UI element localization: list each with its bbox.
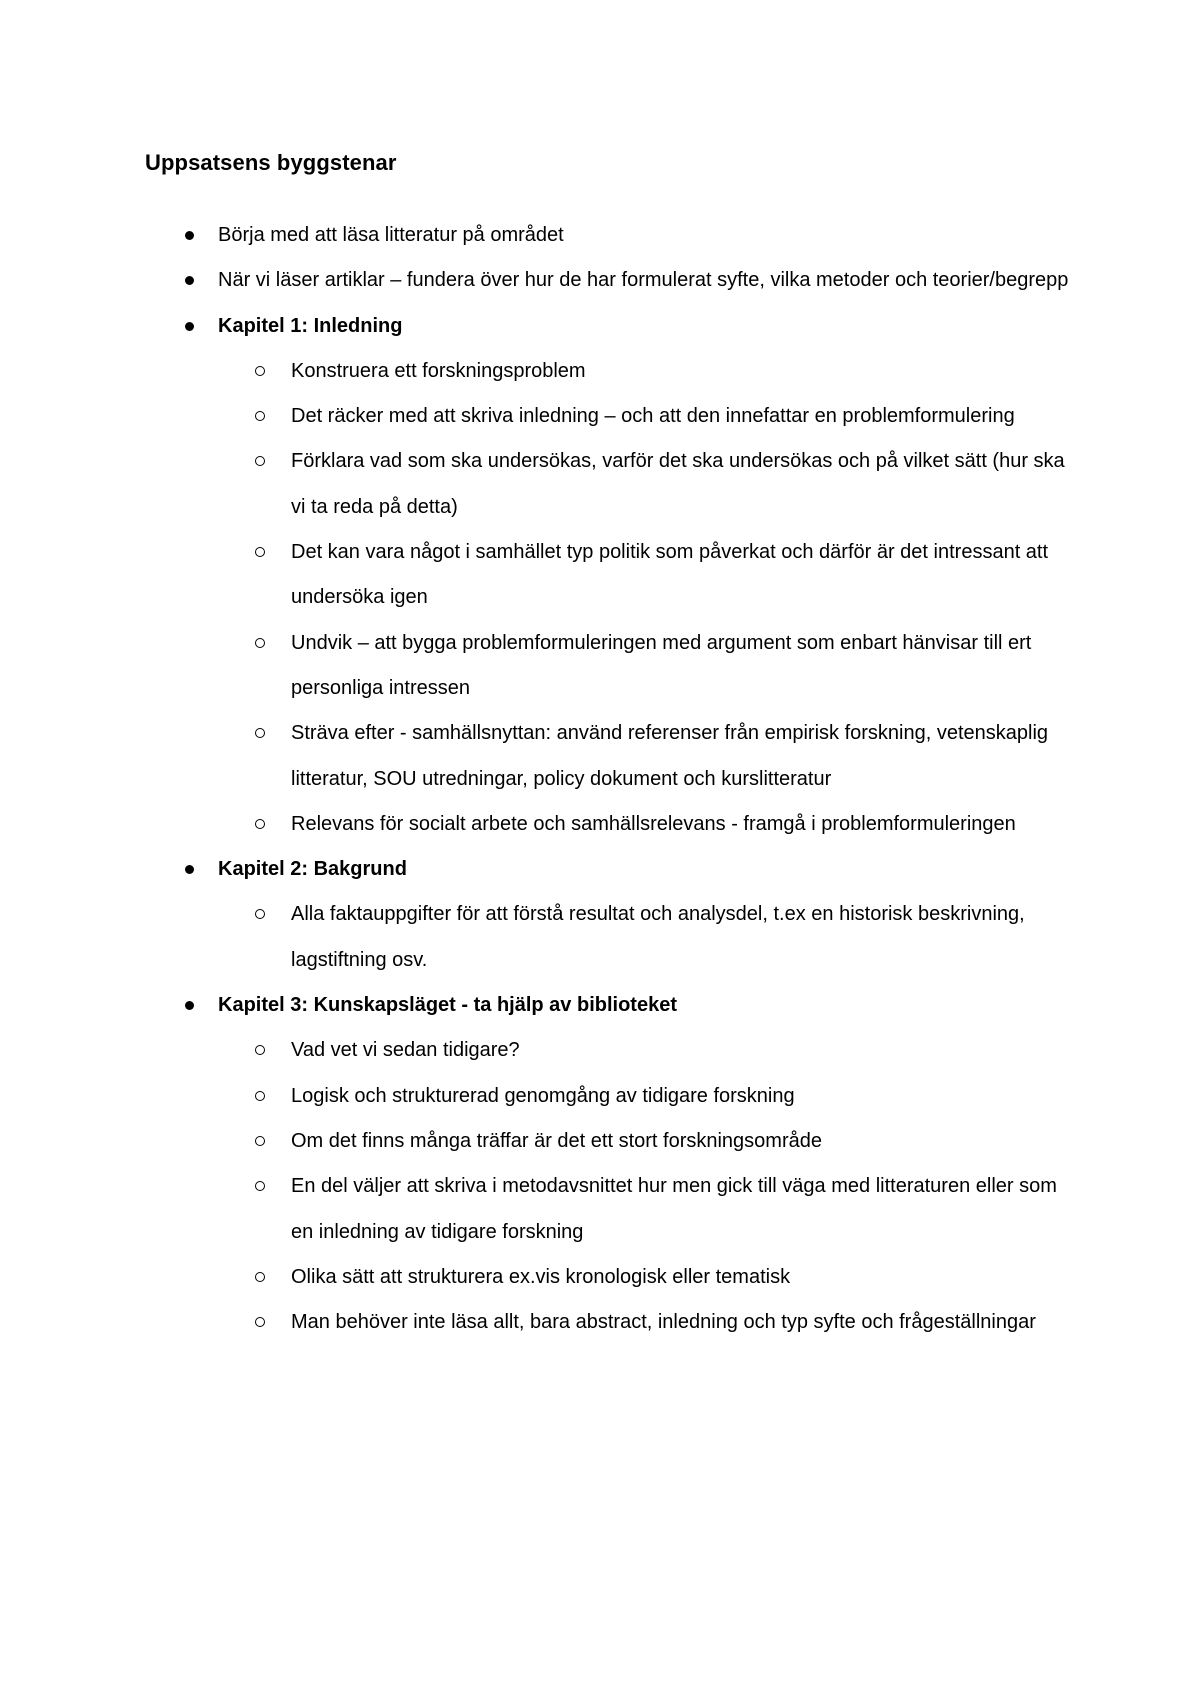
sub-bullet-item (0, 1255, 1071, 1300)
bullet-item (0, 213, 1078, 258)
hollow-circle-bullet-icon (255, 909, 265, 919)
list-item-text: Undvik – att bygga problemformuleringen med argument som enbart hänvisar till ert personliga intressen (291, 631, 1032, 699)
sub-bullet-item (0, 394, 1071, 439)
filled-bullet-icon (185, 1001, 194, 1010)
document-title: Uppsatsens byggstenar (145, 150, 397, 175)
hollow-circle-bullet-icon (255, 547, 265, 557)
list-item-text: När vi läser artiklar – fundera över hur de har formulerat syfte, vilka metoder och teorier/begrepp (218, 269, 1069, 292)
list-item-text: Förklara vad som ska undersökas, varför det ska undersökas och på vilket sätt (hur ska vi ta reda på detta) (291, 450, 1065, 518)
document-bullet-list (0, 213, 1200, 1345)
hollow-circle-bullet-icon (255, 456, 265, 466)
hollow-circle-bullet-icon (255, 1136, 265, 1146)
sub-bullet-item (0, 892, 1071, 983)
hollow-circle-bullet-icon (255, 819, 265, 829)
hollow-circle-bullet-icon (255, 1045, 265, 1055)
chapter-heading-item (0, 847, 1078, 892)
hollow-circle-bullet-icon (255, 411, 265, 421)
list-item-text: Om det finns många träffar är det ett stort forskningsområde (291, 1129, 822, 1152)
filled-bullet-icon (185, 322, 194, 331)
list-item-text: Kapitel 1: Inledning (218, 314, 403, 337)
filled-bullet-icon (185, 231, 194, 240)
list-item-text: Kapitel 3: Kunskapsläget - ta hjälp av biblioteket (218, 994, 677, 1017)
filled-bullet-icon (185, 276, 194, 285)
chapter-heading-item (0, 304, 1078, 349)
list-item-text: Vad vet vi sedan tidigare? (291, 1039, 520, 1062)
sub-bullet-item (0, 1164, 1071, 1255)
sub-bullet-item (0, 1074, 1071, 1119)
sub-bullet-item (0, 711, 1071, 802)
list-item-text: Alla faktauppgifter för att förstå resultat och analysdel, t.ex en historisk beskrivning, lagstiftning osv. (291, 903, 1025, 971)
list-item-text: Logisk och strukturerad genomgång av tidigare forskning (291, 1084, 795, 1107)
chapter-heading-item (0, 983, 1078, 1028)
sub-bullet-item (0, 1119, 1071, 1164)
hollow-circle-bullet-icon (255, 366, 265, 376)
hollow-circle-bullet-icon (255, 1091, 265, 1101)
list-item-text: Konstruera ett forskningsproblem (291, 359, 586, 382)
list-item-text: Olika sätt att strukturera ex.vis kronologisk eller tematisk (291, 1265, 791, 1288)
list-item-text: Det räcker med att skriva inledning – och att den innefattar en problemformulering (291, 405, 1015, 428)
sub-bullet-item (0, 1300, 1071, 1345)
sub-bullet-item (0, 1028, 1071, 1073)
list-item-text: Det kan vara något i samhället typ politik som påverkat och därför är det intressant att undersöka igen (291, 541, 1049, 609)
hollow-circle-bullet-icon (255, 1181, 265, 1191)
hollow-circle-bullet-icon (255, 1317, 265, 1327)
list-item-text: En del väljer att skriva i metodavsnittet hur men gick till väga med litteraturen eller som en inledning av tidigare forskning (291, 1175, 1057, 1243)
filled-bullet-icon (185, 865, 194, 874)
sub-bullet-item (0, 621, 1071, 712)
hollow-circle-bullet-icon (255, 638, 265, 648)
list-item-text: Relevans för socialt arbete och samhällsrelevans - framgå i problemformuleringen (291, 812, 1016, 835)
list-item-text: Börja med att läsa litteratur på området (218, 224, 564, 246)
list-item-text: Kapitel 2: Bakgrund (218, 858, 407, 881)
sub-bullet-item (0, 349, 1071, 394)
sub-bullet-item (0, 439, 1071, 530)
sub-bullet-item (0, 802, 1071, 847)
hollow-circle-bullet-icon (255, 1272, 265, 1282)
bullet-item (0, 258, 1078, 303)
list-item-text: Man behöver inte läsa allt, bara abstract, inledning och typ syfte och frågeställningar (291, 1311, 1036, 1334)
list-item-text: Sträva efter - samhällsnyttan: använd referenser från empirisk forskning, vetenskaplig litteratur, SOU utredningar, policy dokument och kurslitteratur (291, 722, 1049, 790)
sub-bullet-item (0, 530, 1071, 621)
hollow-circle-bullet-icon (255, 728, 265, 738)
